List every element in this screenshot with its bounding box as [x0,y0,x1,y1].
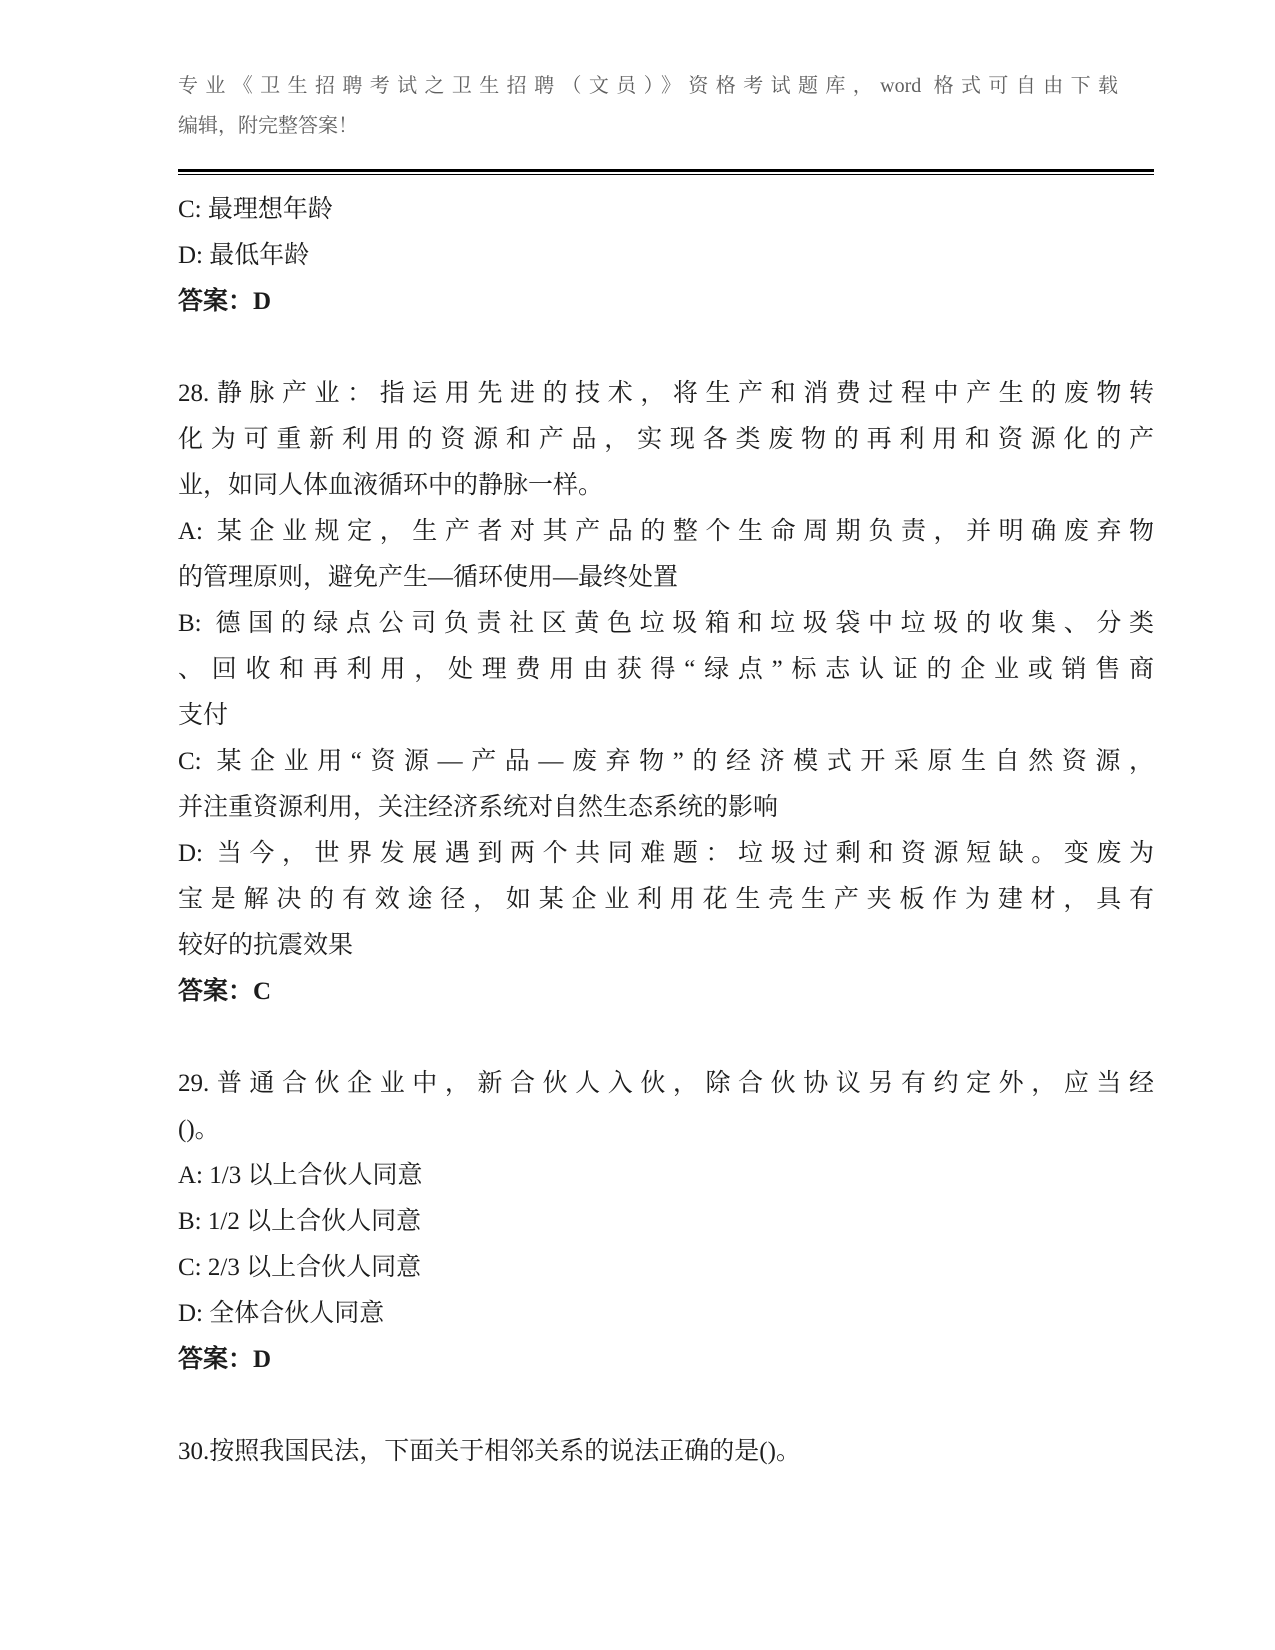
document-body [178,187,1154,1475]
question-stem-line: 28.静脉产业：指运用先进的技术，将生产和消费过程中产生的废物转 [178,380,1154,407]
question-27-tail [178,187,1154,325]
question-stem-line: 30.按照我国民法，下面关于相邻关系的说法正确的是()。 [178,1438,801,1465]
question-stem-line: 29.普通合伙企业中，新合伙人入伙，除合伙协议另有约定外，应当经 [178,1070,1154,1097]
option-line-c: C: 2/3 以上合伙人同意 [178,1254,422,1281]
question-stem-line: 业，如同人体血液循环中的静脉一样。 [178,472,604,499]
option-line-d: D: 全体合伙人同意 [178,1300,385,1327]
header-line: 专业《卫生招聘考试之卫生招聘（文员）》资格考试题库，word 格式可自由下载 [178,75,1118,97]
question-29 [178,1061,1154,1383]
option-line-d: D: 最低年龄 [178,242,310,269]
block-spacer [178,325,1154,371]
option-line-c: C: 某企业用“资源—产品—废弃物”的经济模式开采原生自然资源， [178,748,1154,775]
option-line-b: B: 1/2 以上合伙人同意 [178,1208,422,1235]
option-line-b: 、回收和再利用，处理费用由获得“绿点”标志认证的企业或销售商 [178,656,1154,683]
block-spacer [178,1383,1154,1429]
option-line-c: C: 最理想年龄 [178,196,333,223]
question-30 [178,1429,1154,1475]
question-stem-line: 化为可重新利用的资源和产品，实现各类废物的再利用和资源化的产 [178,426,1154,453]
option-line-b: B: 德国的绿点公司负责社区黄色垃圾箱和垃圾袋中垃圾的收集、分类 [178,610,1154,637]
question-28 [178,371,1154,1015]
option-line-c: 并注重资源利用，关注经济系统对自然生态系统的影响 [178,794,779,821]
option-line-b: 支付 [178,702,229,729]
block-spacer [178,1015,1154,1061]
option-line-d: D: 当今，世界发展遇到两个共同难题：垃圾过剩和资源短缺。变废为 [178,840,1154,867]
option-line-a: A: 某企业规定，生产者对其产品的整个生命周期负责，并明确废弃物 [178,518,1154,545]
question-stem-line: ()。 [178,1116,220,1143]
header-line: 编辑，附完整答案！ [178,115,358,137]
page-header [178,66,1118,146]
header-divider [178,169,1154,175]
option-line-a: 的管理原则，避免产生—循环使用—最终处置 [178,564,679,591]
answer-line: 答案：D [178,1346,272,1373]
answer-line: 答案：C [178,978,272,1005]
option-line-d: 宝是解决的有效途径，如某企业利用花生壳生产夹板作为建材，具有 [178,886,1154,913]
answer-line: 答案：D [178,288,272,315]
option-line-d: 较好的抗震效果 [178,932,354,959]
option-line-a: A: 1/3 以上合伙人同意 [178,1162,423,1189]
